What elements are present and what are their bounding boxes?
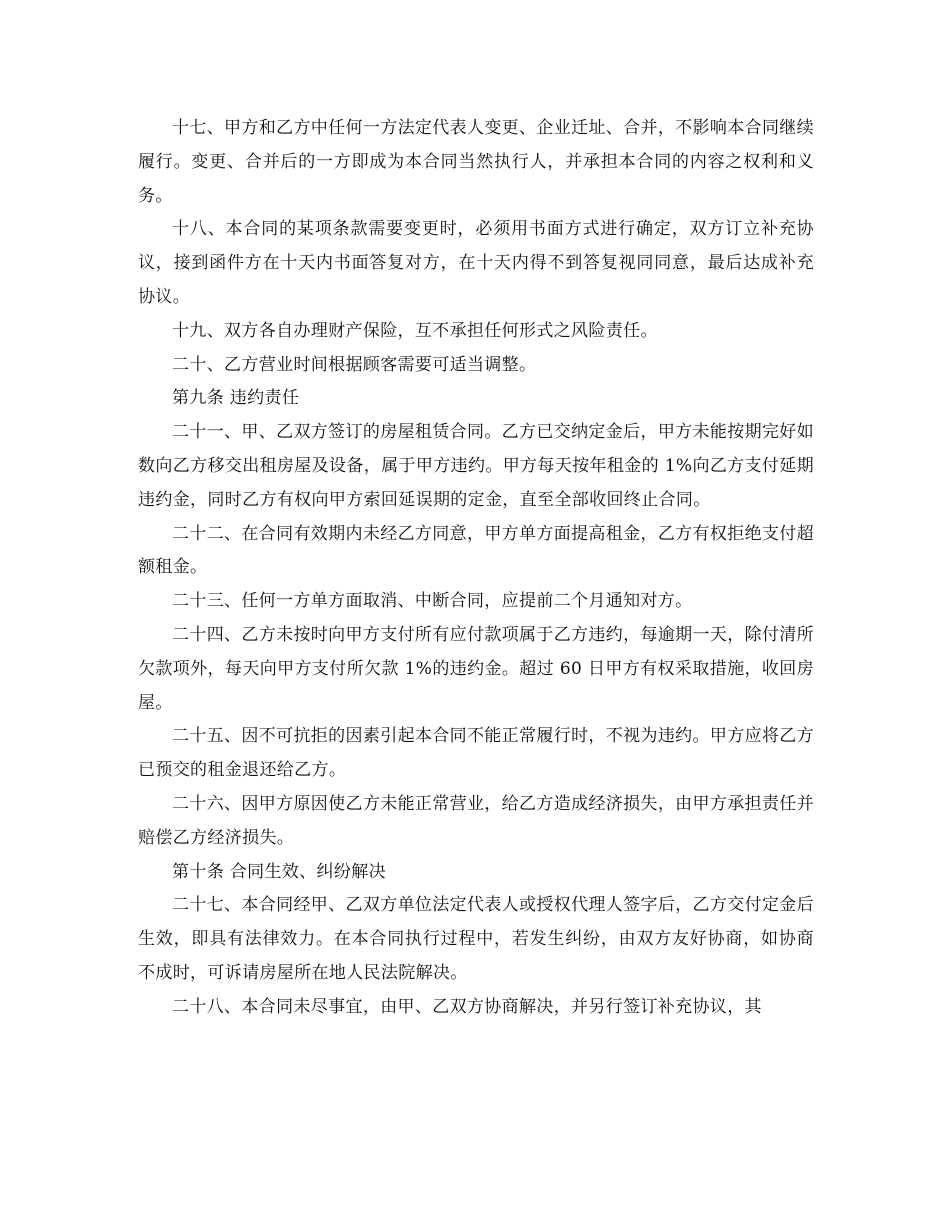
clause-26: 二十六、因甲方原因使乙方未能正常营业，给乙方造成经济损失，由甲方承担责任并赔偿乙方经济损失。 bbox=[138, 793, 814, 848]
article-9-heading: 第九条 违约责任 bbox=[172, 388, 300, 409]
clause-19: 十九、双方各自办理财产保险，互不承担任何形式之风险责任。 bbox=[172, 320, 658, 341]
clause-28: 二十八、本合同未尽事宜，由甲、乙双方协商解决，并另行签订补充协议，其 bbox=[172, 996, 762, 1017]
document-body bbox=[138, 112, 814, 1025]
clause-27: 二十七、本合同经甲、乙双方单位法定代表人或授权代理人签字后，乙方交付定金后生效，即具有法律效力。在本合同执行过程中，若发生纠纷，由双方友好协商，如协商不成时，可诉请房屋所在地人民法院解决。 bbox=[138, 895, 814, 983]
clause-24: 二十四、乙方未按时向甲方支付所有应付款项属于乙方违约，每逾期一天，除付清所欠款项外，每天向甲方支付所欠款 1%的违约金。超过 60 日甲方有权采取措施，收回房屋。 bbox=[138, 624, 814, 713]
clause-23: 二十三、任何一方单方面取消、中断合同，应提前二个月通知对方。 bbox=[172, 591, 693, 612]
clause-22: 二十二、在合同有效期内未经乙方同意，甲方单方面提高租金，乙方有权拒绝支付超额租金。 bbox=[138, 523, 814, 578]
article-10-heading: 第十条 合同生效、纠纷解决 bbox=[172, 861, 386, 882]
clause-25: 二十五、因不可抗拒的因素引起本合同不能正常履行时，不视为违约。甲方应将乙方已预交的租金退还给乙方。 bbox=[138, 726, 814, 781]
clause-20: 二十、乙方营业时间根据顾客需要可适当调整。 bbox=[172, 354, 537, 375]
clause-17: 十七、甲方和乙方中任何一方法定代表人变更、企业迁址、合并，不影响本合同继续履行。变更、合并后的一方即成为本合同当然执行人，并承担本合同的内容之权利和义务。 bbox=[138, 118, 814, 206]
clause-21: 二十一、甲、乙双方签订的房屋租赁合同。乙方已交纳定金后，甲方未能按期完好如数向乙方移交出租房屋及设备，属于甲方违约。甲方每天按年租金的 1%向乙方支付延期违约金，同时乙方有权向甲方索回延误期的定金，直至全部收回终止合同。 bbox=[138, 422, 814, 510]
clause-18: 十八、本合同的某项条款需要变更时，必须用书面方式进行确定，双方订立补充协议，接到函件方在十天内书面答复对方，在十天内得不到答复视同同意，最后达成补充协议。 bbox=[138, 219, 814, 307]
